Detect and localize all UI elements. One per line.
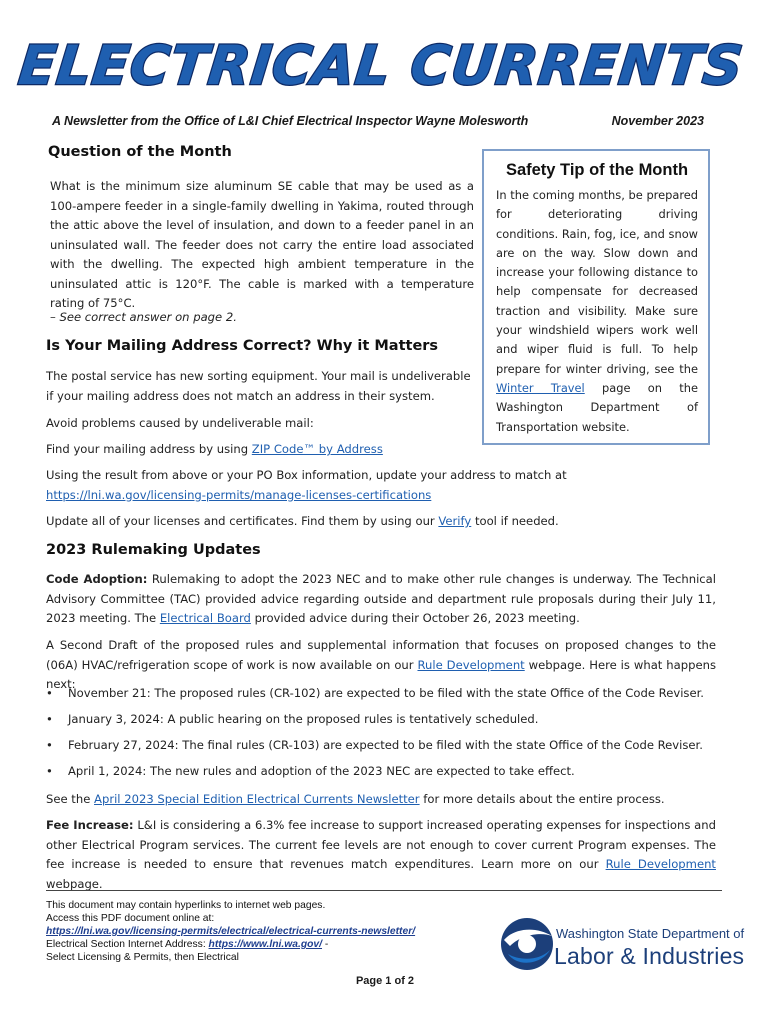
update-text: Using the result from above or your PO Box information, update your address to match at bbox=[46, 468, 567, 482]
verify-after: tool if needed. bbox=[471, 514, 559, 528]
footer-line-5: Select Licensing & Permits, then Electrical bbox=[46, 952, 239, 963]
see-before: See the bbox=[46, 792, 95, 806]
find-text: Find your mailing address by using bbox=[46, 442, 252, 456]
footer-line-1: This document may contain hyperlinks to internet web pages. bbox=[46, 900, 326, 911]
zip-code-link[interactable]: ZIP Code™ by Address bbox=[251, 442, 383, 456]
newsletter-url-link[interactable]: https://lni.wa.gov/licensing-permits/electrical/electrical-currents-newsletter/ bbox=[46, 926, 416, 937]
adoption-text: Rulemaking to adopt the 2023 NEC and to make other rule changes is underway. The Technical Advisory Committee (TAC) provided advice regarding outside and department rule proposals during their July 11, 2023 meeting. The bbox=[46, 572, 716, 625]
question-title: Question of the Month bbox=[48, 144, 232, 160]
fee-increase-paragraph bbox=[46, 816, 716, 894]
safety-text-after: page on the Washington Department of Transportation website. bbox=[496, 380, 698, 434]
rulemaking-title: 2023 Rulemaking Updates bbox=[46, 542, 261, 558]
winter-travel-link[interactable]: Winter Travel bbox=[496, 380, 585, 395]
draft-after: webpage. Here is what happens next: bbox=[46, 657, 716, 691]
code-adoption-paragraph bbox=[46, 570, 716, 629]
footer-divider bbox=[46, 890, 722, 891]
page-number: Page 1 of 2 bbox=[355, 975, 415, 987]
mailing-avoid-text: Avoid problems caused by undeliverable mail: bbox=[46, 416, 314, 430]
masthead-logo bbox=[15, 28, 747, 97]
footer-notes bbox=[46, 899, 415, 964]
lni-logo-small-text: Washington State Department of bbox=[556, 926, 745, 941]
newsletter-subtitle bbox=[52, 114, 704, 128]
question-text: What is the minimum size aluminum SE cable that may be used as a 100-ampere feeder in a single-family dwelling in Yakima, routed through the attic above the level of insulation, and down to a feeder panel in an uninsulated wall. The feeder does not carry the entire load associated with the dwelling. The expected high ambient temperature in the uninsulated attic is 120°F. The cable is marked with a temperature rating of 75°C. bbox=[50, 179, 474, 310]
safety-tip-text bbox=[496, 186, 698, 437]
masthead-title: ELECTRICAL CURRENTS bbox=[15, 34, 747, 97]
footer-line-4 bbox=[46, 938, 415, 951]
list-item: • November 21: The proposed rules (CR-102) are expected to be filed with the state Office of the Code Reviser. bbox=[46, 684, 716, 710]
verify-before: Update all of your licenses and certificates. Find them by using our bbox=[46, 514, 439, 528]
safety-text-before: In the coming months, be prepared for deteriorating driving conditions. Rain, fog, ice, and snow are on the way. Slow down and increase your following distance to help compensate for decreased traction and visibility. Make sure your windshield wipers work well and wiper fluid is full. To help prepare for winter driving, see the bbox=[496, 188, 698, 376]
timeline-list bbox=[46, 684, 716, 788]
issue-date: November 2023 bbox=[611, 114, 704, 128]
list-item: • January 3, 2024: A public hearing on the proposed rules is tentatively scheduled. bbox=[46, 710, 716, 736]
special-edition-link[interactable]: April 2023 Special Edition Electrical Currents Newsletter bbox=[94, 792, 420, 806]
safety-tip-title: Safety Tip of the Month bbox=[505, 161, 689, 179]
verify-link[interactable]: Verify bbox=[438, 514, 472, 528]
footer-line-2: Access this PDF document online at: bbox=[46, 913, 215, 924]
internet-address-label: Electrical Section Internet Address: bbox=[46, 939, 209, 950]
masthead bbox=[0, 28, 770, 97]
mailing-update-text bbox=[46, 466, 726, 505]
lni-home-link[interactable]: https://www.lni.wa.gov/ bbox=[208, 939, 323, 950]
list-item: • February 27, 2024: The final rules (CR-103) are expected to be filed with the state Office of the Code Reviser. bbox=[46, 736, 716, 762]
fee-after: webpage. bbox=[46, 876, 103, 891]
list-item: • April 1, 2024: The new rules and adoption of the 2023 NEC are expected to take effect. bbox=[46, 762, 716, 788]
mailing-paragraph: The postal service has new sorting equipment. Your mail is undeliverable if your mailing address does not match an address in their system. bbox=[46, 369, 471, 403]
fee-text: L&I is considering a 6.3% fee increase to support increased operating expenses for inspections and other Electrical Program services. The current fee levels are not enough to cover current Program expenses. The fee increase is needed to ensure that revenues match expenditures. Learn more on our bbox=[46, 818, 716, 871]
electrical-board-link[interactable]: Electrical Board bbox=[159, 611, 251, 625]
mailing-find-text bbox=[46, 440, 383, 460]
see-after: for more details about the entire process. bbox=[419, 792, 665, 806]
answer-note: – See correct answer on page 2. bbox=[50, 310, 237, 324]
rule-development-link[interactable]: Rule Development bbox=[417, 657, 525, 672]
adoption-after: provided advice during their October 26, 2023 meeting. bbox=[250, 611, 580, 625]
lni-logo-big-text: Labor & Industries bbox=[554, 943, 745, 969]
fee-increase-label: Fee Increase: bbox=[46, 818, 134, 832]
manage-licenses-link[interactable]: https://lni.wa.gov/licensing-permits/manage-licenses-certifications bbox=[46, 487, 432, 502]
draft-text: A Second Draft of the proposed rules and supplemental information that focuses on proposed changes to the (06A) HVAC/refrigeration scope of work is now available on our bbox=[46, 638, 716, 672]
mailing-title: Is Your Mailing Address Correct? Why it Matters bbox=[46, 338, 439, 354]
footer-dash: - bbox=[322, 939, 329, 950]
fee-rule-development-link[interactable]: Rule Development bbox=[605, 857, 716, 871]
code-adoption-label: Code Adoption: bbox=[46, 572, 148, 586]
subtitle-text: A Newsletter from the Office of L&I Chief Electrical Inspector Wayne Molesworth bbox=[52, 114, 529, 128]
see-newsletter-paragraph bbox=[46, 790, 716, 810]
safety-tip-box bbox=[482, 149, 710, 445]
mailing-verify-text bbox=[46, 512, 559, 532]
